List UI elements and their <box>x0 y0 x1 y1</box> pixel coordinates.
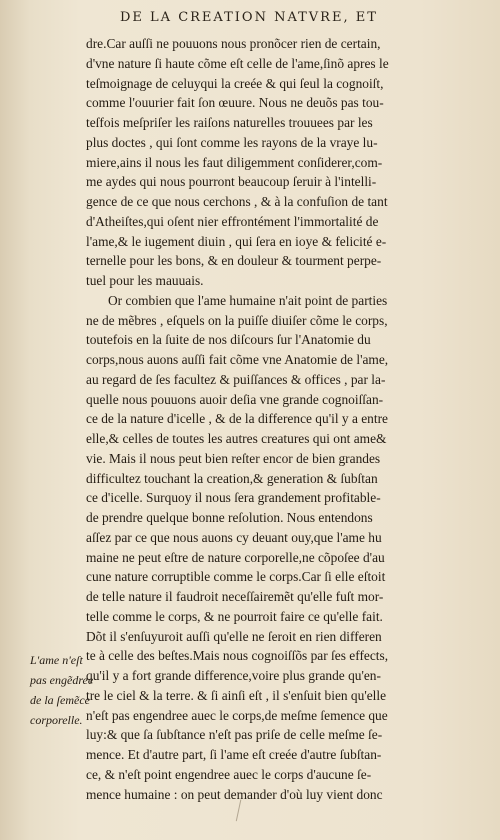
text-line: comme l'ouurier fait ſon œuure. Nous ne deuõs pas tou- <box>86 95 384 111</box>
margin-note-line: corporelle. <box>30 713 83 727</box>
text-line: teſmoignage de celuyqui la creée & qui ſeul la cognoiſt, <box>86 75 384 91</box>
text-line: maine ne peut eſtre de nature corporelle,ne cõpoſee d'au <box>86 549 385 565</box>
text-line: aſſez par ce que nous auons cy deuant ouy,que l'ame hu <box>86 529 382 545</box>
paragraph-2 <box>86 291 476 805</box>
text-line: plus doctes , qui ſont comme les rayons de la vraye lu- <box>86 134 378 150</box>
text-line: Dõt il s'enſuyuroit auſſi qu'elle ne ſeroit en rien differen <box>86 628 382 644</box>
text-line: elle,& celles de toutes les autres creatures qui ont ame& <box>86 431 387 446</box>
text-line: quelle nous pouuons auoir deſia vne grande cognoiſſan- <box>86 391 384 407</box>
text-line: d'Atheiſtes,qui oſent nier effrontément l'immortalité de <box>86 213 379 229</box>
text-line: telle comme le corps, & ne pourroit faire ce qu'elle fait. <box>86 608 383 624</box>
text-line: qu'il y a fort grande difference,voire plus grande qu'en- <box>86 668 381 683</box>
text-line: ce de la nature d'icelle , & de la difference qu'il y a entre <box>86 411 388 427</box>
text-line: au regard de ſes facultez & puiſſances & offices , par la- <box>86 371 386 387</box>
text-line: mence humaine : on peut demander d'où luy vient donc <box>86 786 383 802</box>
text-line: miere,ains il nous les faut diligemment conſiderer,com- <box>86 154 383 170</box>
text-line: de telle nature il faudroit neceſſairemẽt qu'elle fuſt mor- <box>86 589 384 604</box>
paragraph-1 <box>86 34 476 291</box>
text-line: luy:& que ſa ſubſtance n'eſt pas priſe de celle meſme ſe- <box>86 727 383 743</box>
text-line: cune nature corruptible comme le corps.Car ſi elle eſtoit <box>86 569 386 585</box>
text-line: mence. Et d'autre part, ſi l'ame eſt creée d'autre ſubſtan- <box>86 747 382 762</box>
text-line: dre.Car auſſi ne pouuons nous pronõcer rien de certain, <box>86 36 381 51</box>
text-line: vie. Mais il nous peut bien reſter encor de bien grandes <box>86 450 381 466</box>
text-line: ce, & n'eſt point engendree auec le corps d'aucune ſe- <box>86 766 372 782</box>
text-line: de prendre quelque bonne reſolution. Nous entendons <box>86 510 373 525</box>
text-line: teſfois meſpriſer les raiſons naturelles trouuees par les <box>86 115 373 130</box>
text-line: ce d'icelle. Surquoy il nous ſera grandement profitable- <box>86 490 381 506</box>
margin-note-line: pas engẽdree <box>30 673 94 687</box>
running-head: DE LA CREATION NATVRE, ET <box>120 10 378 25</box>
text-line: n'eſt pas engendree auec le corps,de meſme ſemence que <box>86 707 388 723</box>
margin-note-line: L'ame n'eſt <box>30 653 83 667</box>
text-line: d'vne nature ſi haute cõme eſt celle de l'ame,ſinõ apres le <box>86 55 389 71</box>
text-line: te à celle des beſtes.Mais nous cognoiſſõs par ſes effects, <box>86 648 389 664</box>
text-line: toutefois en la ſuite de nos diſcours ſur l'Anatomie du <box>86 332 371 348</box>
text-line: ne de mẽbres , eſquels on la puiſſe diuiſer cõme le corps, <box>86 312 388 328</box>
text-line: ternelle pour les bons, & en douleur & tourment perpe- <box>86 253 382 269</box>
text-line: me aydes qui nous pourront beaucoup ſeruir à l'intelli- <box>86 174 377 190</box>
margin-note <box>30 650 102 730</box>
text-line: l'ame,& le iugement diuin , qui ſera en ioye & felicité e- <box>86 233 387 249</box>
text-line: gence de ce que nous cerchons , & à la confuſion de tant <box>86 194 388 209</box>
text-line: corps,nous auons auſſi fait cõme vne Anatomie de l'ame, <box>86 352 389 367</box>
text-line: Or combien que l'ame humaine n'ait point de parties <box>108 292 388 308</box>
margin-note-line: de la ſemẽce <box>30 693 90 707</box>
text-line: tre le ciel & la terre. & ſi ainſi eſt , il s'enſuit bien qu'elle <box>86 687 387 703</box>
text-line: difficultez touchant la creation,& generation & ſubſtan <box>86 470 378 486</box>
body-text <box>86 34 476 804</box>
text-line: tuel pour les mauuais. <box>86 273 204 288</box>
